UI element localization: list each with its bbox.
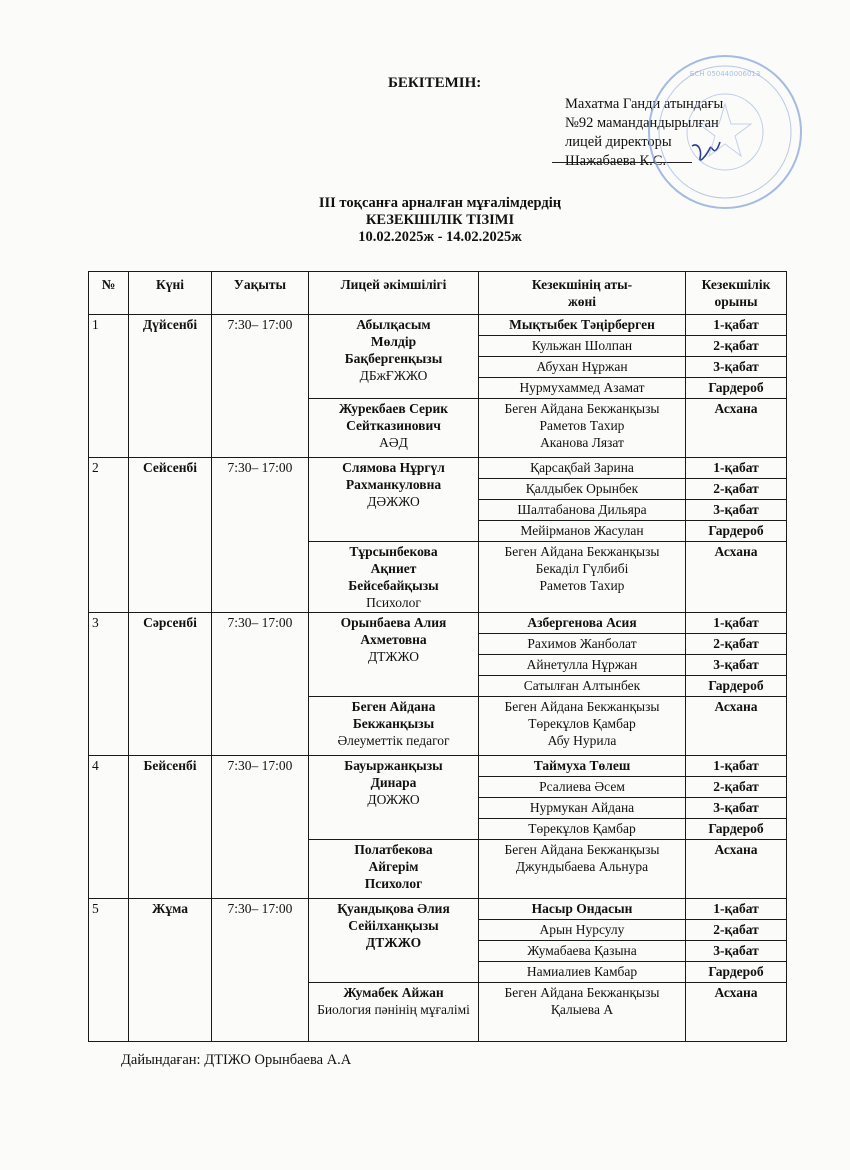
duty-place: 2-қабат [686, 920, 787, 941]
admin-name-line: Бақбергенқызы [344, 351, 443, 366]
admin-cell [309, 315, 479, 399]
duty-place: 3-қабат [686, 500, 787, 521]
admin-role: ДӘЖЖО [367, 494, 420, 509]
admin-name-line: ДТЖЖО [365, 935, 422, 950]
day-number: 2 [89, 458, 129, 613]
admin-role: ДБжҒЖЖО [359, 368, 428, 383]
duty-place: Асхана [686, 697, 787, 756]
day-name: Сейсенбі [129, 458, 212, 613]
duty-place: 3-қабат [686, 941, 787, 962]
admin-name-line: Бекжанқызы [352, 716, 435, 731]
day-number: 4 [89, 756, 129, 899]
admin-name-line: Абылқасым [356, 317, 431, 332]
canteen-teacher: Қалыева А [550, 1002, 614, 1017]
canteen-teacher: Раметов Тахир [539, 418, 625, 433]
header-duty-name: Кезекшінің аты-жөні [479, 272, 686, 315]
admin-name-line: Мөлдір [370, 334, 417, 349]
duty-place: Асхана [686, 840, 787, 899]
canteen-teacher: Абу Нурила [547, 733, 617, 748]
duty-place: Асхана [686, 983, 787, 1042]
table-header-row [89, 272, 787, 315]
admin-name-line: Полатбекова [354, 842, 433, 857]
table-row [89, 613, 787, 634]
canteen-teacher: Беген Айдана Бекжанқызы [504, 985, 660, 1000]
director-line: №92 мамандандырылған [565, 115, 719, 131]
admin-role: Биология пәнінің мұғалімі [317, 1002, 470, 1017]
duty-place: 1-қабат [686, 458, 787, 479]
header-num: № [89, 272, 129, 315]
day-number: 1 [89, 315, 129, 458]
duty-time: 7:30– 17:00 [212, 458, 309, 613]
canteen-teachers [479, 542, 686, 613]
admin-name-line: Айгерім [368, 859, 419, 874]
approval-heading: БЕКІТЕМІН: [388, 75, 482, 91]
duty-teacher: Кульжан Шолпан [479, 336, 686, 357]
duty-schedule-table [88, 271, 787, 1042]
header-admin: Лицей әкімшілігі [309, 272, 479, 315]
duty-place: Гардероб [686, 521, 787, 542]
duty-teacher: Шалтабанова Дильяра [479, 500, 686, 521]
admin-name-line: Рахманкуловна [345, 477, 442, 492]
table-row [89, 899, 787, 920]
admin-name-line: Бейсебайқызы [348, 578, 439, 593]
canteen-teachers [479, 983, 686, 1042]
duty-place: 3-қабат [686, 357, 787, 378]
svg-text:БСН 050440006013: БСН 050440006013 [689, 70, 761, 78]
duty-place: 3-қабат [686, 798, 787, 819]
canteen-teacher: Беген Айдана Бекжанқызы [504, 842, 660, 857]
duty-teacher: Таймуха Төлеш [479, 756, 686, 777]
duty-place: 1-қабат [686, 756, 787, 777]
admin-name-line: Динара [370, 775, 417, 790]
canteen-teacher: Беген Айдана Бекжанқызы [504, 544, 660, 559]
director-name: Шажабаева К.С. [565, 153, 667, 169]
duty-teacher: Қалдыбек Орынбек [479, 479, 686, 500]
doc-title-line2: КЕЗЕКШІЛІК ТІЗІМІ [365, 212, 515, 228]
day-number: 5 [89, 899, 129, 1042]
table-row [89, 756, 787, 777]
doc-title-dates: 10.02.2025ж - 14.02.2025ж [358, 229, 522, 245]
admin-role: Әлеуметтік педагог [337, 733, 450, 748]
admin-role: Психолог [366, 595, 421, 610]
duty-place: Асхана [686, 399, 787, 458]
duty-teacher: Насыр Ондасын [479, 899, 686, 920]
admin-name-line: Психолог [364, 876, 423, 891]
day-name: Бейсенбі [129, 756, 212, 899]
table-row [89, 458, 787, 479]
duty-teacher: Айнетулла Нұржан [479, 655, 686, 676]
duty-place: 3-қабат [686, 655, 787, 676]
doc-title-line1: ІІІ тоқсанға арналған мұғалімдердің [318, 195, 562, 211]
duty-place: Гардероб [686, 676, 787, 697]
header-time: Уақыты [212, 272, 309, 315]
table-row [89, 315, 787, 336]
duty-teacher: Арын Нурсулу [479, 920, 686, 941]
admin-cell [309, 697, 479, 756]
duty-teacher: Мейірманов Жасулан [479, 521, 686, 542]
canteen-teacher: Беген Айдана Бекжанқызы [504, 699, 660, 714]
admin-name-line: Тұрсынбекова [349, 544, 438, 559]
duty-teacher: Рсалиева Әсем [479, 777, 686, 798]
canteen-teacher: Бекаділ Гүлбибі [535, 561, 629, 576]
admin-cell [309, 899, 479, 983]
duty-teacher: Нурмукан Айдана [479, 798, 686, 819]
admin-cell [309, 613, 479, 697]
day-number: 3 [89, 613, 129, 756]
canteen-teacher: Төрекұлов Қамбар [528, 716, 636, 731]
duty-teacher: Рахимов Жанболат [479, 634, 686, 655]
duty-time: 7:30– 17:00 [212, 899, 309, 1042]
admin-name-line: Бауыржанқызы [344, 758, 443, 773]
duty-teacher: Намиалиев Камбар [479, 962, 686, 983]
admin-name-line: Журекбаев Серик [338, 401, 449, 416]
duty-place: 2-қабат [686, 777, 787, 798]
canteen-teachers [479, 697, 686, 756]
canteen-teacher: Беген Айдана Бекжанқызы [504, 401, 660, 416]
admin-cell [309, 756, 479, 840]
admin-role: АӘД [379, 435, 408, 450]
duty-time: 7:30– 17:00 [212, 613, 309, 756]
canteen-teacher: Раметов Тахир [539, 578, 625, 593]
admin-cell [309, 983, 479, 1042]
canteen-teachers [479, 840, 686, 899]
duty-teacher: Азбергенова Асия [479, 613, 686, 634]
duty-time: 7:30– 17:00 [212, 756, 309, 899]
day-name: Жұма [129, 899, 212, 1042]
admin-role: ДОЖЖО [367, 792, 420, 807]
header-duty-place: Кезекшілік орыны [686, 272, 787, 315]
duty-teacher: Мықтыбек Тәңірберген [479, 315, 686, 336]
admin-name-line: Сейілханқызы [348, 918, 439, 933]
director-line: лицей директоры [565, 134, 672, 150]
duty-place: Асхана [686, 542, 787, 613]
duty-place: Гардероб [686, 378, 787, 399]
admin-name-line: Орынбаева Алия [340, 615, 447, 630]
duty-teacher: Қарсақбай Зарина [479, 458, 686, 479]
duty-teacher: Абухан Нұржан [479, 357, 686, 378]
duty-place: 1-қабат [686, 315, 787, 336]
canteen-teacher: Аканова Лязат [540, 435, 624, 450]
admin-name-line: Сейтказинович [346, 418, 441, 433]
admin-cell [309, 399, 479, 458]
admin-cell [309, 458, 479, 542]
day-name: Сәрсенбі [129, 613, 212, 756]
duty-place: 1-қабат [686, 899, 787, 920]
canteen-teacher: Джундыбаева Альнура [515, 859, 649, 874]
day-name: Дүйсенбі [129, 315, 212, 458]
seal-stamp-icon [645, 52, 805, 212]
duty-place: 2-қабат [686, 479, 787, 500]
duty-teacher: Нурмухаммед Азамат [479, 378, 686, 399]
header-day: Күні [129, 272, 212, 315]
admin-cell [309, 840, 479, 899]
canteen-teachers [479, 399, 686, 458]
duty-place: 1-қабат [686, 613, 787, 634]
admin-name-line: Беген Айдана [351, 699, 436, 714]
admin-role: ДТЖЖО [367, 649, 420, 664]
admin-name-line: Қуандықова Әлия [337, 901, 450, 916]
admin-name-line: Слямова Нұргүл [342, 460, 445, 475]
duty-teacher: Жумабаева Қазына [479, 941, 686, 962]
admin-name-line: Ахметовна [360, 632, 427, 647]
duty-place: 2-қабат [686, 336, 787, 357]
prepared-by: Дайындаған: ДТІЖО Орынбаева А.А [121, 1052, 352, 1068]
duty-place: 2-қабат [686, 634, 787, 655]
admin-name-line: Ақниет [370, 561, 417, 576]
director-line: Махатма Ганди атындағы [565, 96, 724, 112]
duty-teacher: Сатылған Алтынбек [479, 676, 686, 697]
duty-place: Гардероб [686, 962, 787, 983]
admin-name-line: Жумабек Айжан [343, 985, 444, 1000]
duty-time: 7:30– 17:00 [212, 315, 309, 458]
duty-place: Гардероб [686, 819, 787, 840]
duty-teacher: Төрекұлов Қамбар [479, 819, 686, 840]
admin-cell [309, 542, 479, 613]
